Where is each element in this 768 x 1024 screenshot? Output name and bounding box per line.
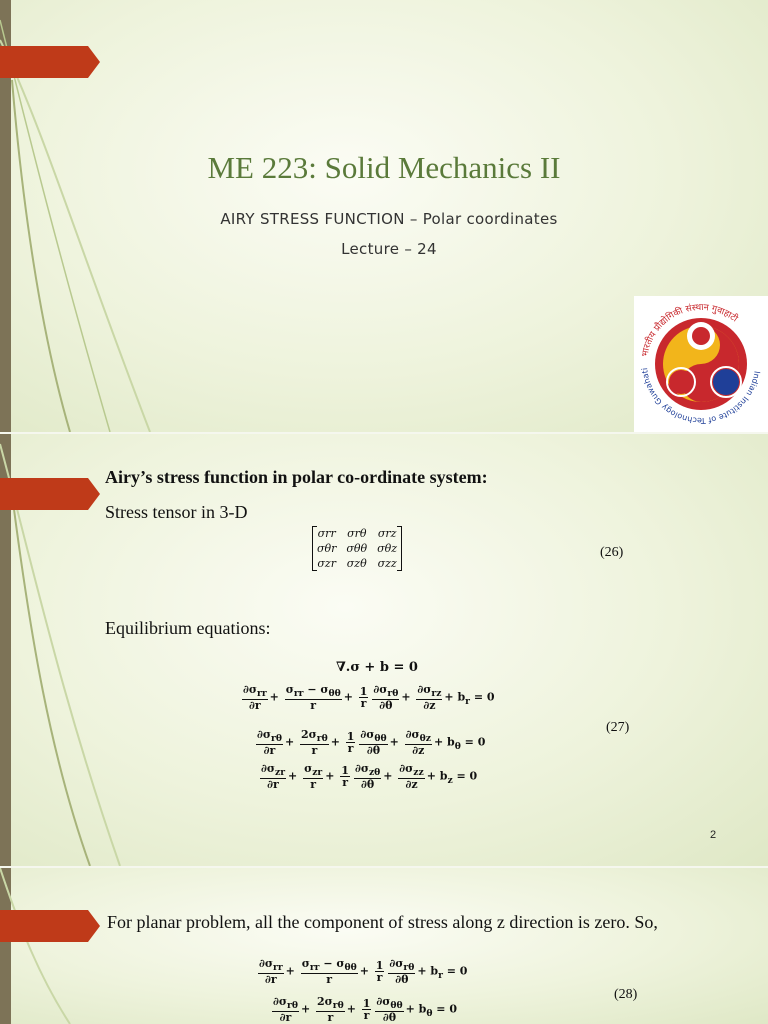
svg-text:भारतीय प्रौद्योगिकी संस्थान गु: भारतीय प्रौद्योगिकी संस्थान गुवाहाटी [640,302,740,358]
equilibrium-eq-theta: $\frac{\partial\sigma_{r\theta}}{\partial r}$ + $\frac{2\sigma_{r\theta}}{r}$ + $\frac{1}{r}$ $\frac{\partial\sigma_{\theta\theta}}{\partial\theta}$ + $\frac{\partial\sigma_{\theta z}}{\partial z}$ + $b_\theta = 0$ [257,728,486,757]
planar-eq-theta: $\frac{\partial\sigma_{r\theta}}{\partial r}$ + $\frac{2\sigma_{r\theta}}{r}$ + $\frac{1}{r}$ $\frac{\partial\sigma_{\theta\theta}}{\partial\theta}$ + $b_\theta = 0$ [273,995,457,1024]
matrix-cell: σrθ [347,527,367,540]
matrix-cell: σrr [317,527,336,540]
lecture-label: Lecture – 24 [341,240,437,258]
slide-subtitle: AIRY STRESS FUNCTION – Polar coordinates [220,210,558,228]
section-heading: Airy’s stress function in polar co-ordinate system: [105,467,488,487]
matrix-cell: σθθ [346,542,368,555]
matrix-cell: σzr [317,557,336,570]
planar-intro: For planar problem, all the component of stress along z direction is zero. So, [107,912,658,932]
iitg-logo-icon [634,296,768,432]
svg-text:Indian Institute of Technology: Indian Institute of Technology Guwahati [640,367,762,426]
accent-tab [0,910,100,942]
decorative-swoosh [0,868,200,1024]
accent-tab [0,478,100,510]
matrix-cell: σθz [377,542,398,555]
matrix-cell: σzz [377,557,397,570]
divergence-equation: ∇.σ + b = 0 [336,660,418,675]
equilibrium-label: Equilibrium equations: [105,618,271,638]
matrix-cell: σθr [317,542,337,555]
left-bar [0,868,11,1024]
equation-number: (27) [606,720,630,735]
stress-tensor-label: Stress tensor in 3-D [105,502,248,522]
stress-tensor-matrix [312,526,402,571]
title-slide [0,0,768,432]
content-slide-2 [0,434,768,866]
matrix-cell: σrz [377,527,397,540]
accent-tab [0,46,100,78]
page-number: 2 [710,829,717,841]
equation-number: (28) [614,987,638,1002]
equilibrium-eq-z: $\frac{\partial\sigma_{zr}}{\partial r}$ + $\frac{\sigma_{zr}}{r}$ + $\frac{1}{r}$ $\frac{\partial\sigma_{z\theta}}{\partial\theta}$ + $\frac{\partial\sigma_{zz}}{\partial z}$ + $b_z = 0$ [261,762,478,791]
content-slide-3 [0,868,768,1024]
matrix-cell: σzθ [346,557,367,570]
slide-title: ME 223: Solid Mechanics II [207,150,561,185]
iitg-logo [634,296,768,432]
equilibrium-eq-r: $\frac{\partial\sigma_{rr}}{\partial r}$ + $\frac{\sigma_{rr} - \sigma_{\theta\theta}}{r}$ + $\frac{1}{r}$ $\frac{\partial\sigma_{r\theta}}{\partial\theta}$ + $\frac{\partial\sigma_{rz}}{\partial z}$ + $b_r = 0$ [243,683,495,712]
planar-eq-r: $\frac{\partial\sigma_{rr}}{\partial r}$ + $\frac{\sigma_{rr} - \sigma_{\theta\theta}}{r}$ + $\frac{1}{r}$ $\frac{\partial\sigma_{r\theta}}{\partial\theta}$ + $b_r = 0$ [259,957,468,986]
equation-number: (26) [600,545,624,560]
